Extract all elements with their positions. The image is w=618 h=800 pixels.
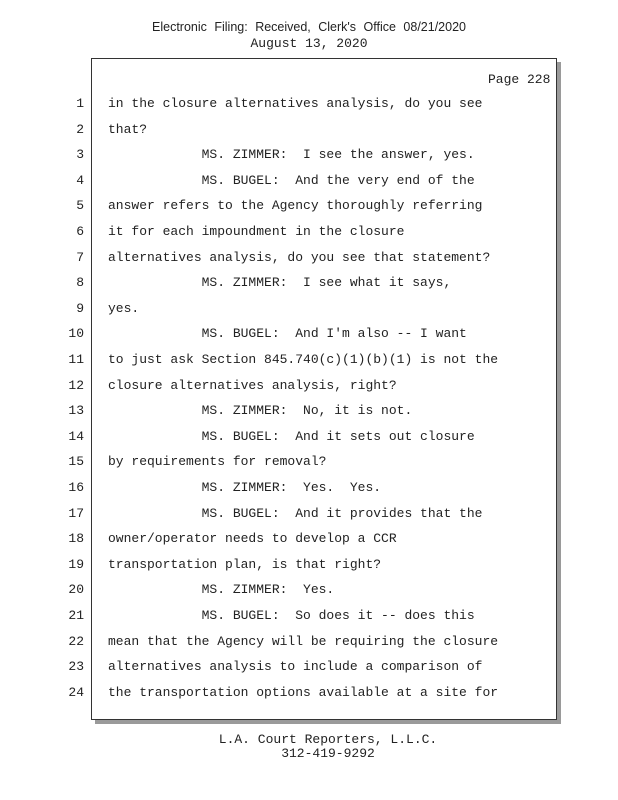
line-text: mean that the Agency will be requiring the closure (108, 633, 499, 649)
line-number: 16 (68, 480, 84, 495)
line-text: MS. BUGEL: And I'm also -- I want (108, 326, 467, 342)
line-text: by requirements for removal? (108, 454, 327, 470)
transcript-line (0, 250, 560, 268)
transcript-line (0, 454, 560, 472)
line-text: that? (108, 121, 148, 137)
line-text: to just ask Section 845.740(c)(1)(b)(1) is not the (108, 352, 499, 367)
transcript-line (0, 403, 560, 421)
line-number: 2 (76, 121, 84, 137)
line-text: MS. ZIMMER: I see what it says, (108, 275, 452, 291)
transcript-line (0, 480, 560, 498)
line-text: MS. BUGEL: So does it -- does this (108, 608, 475, 623)
line-number: 11 (68, 352, 84, 367)
transcript-line (0, 122, 560, 140)
line-text: yes. (108, 300, 140, 316)
page-number: Page 228 (488, 72, 551, 87)
transcript-line (0, 301, 560, 319)
transcript-line (0, 634, 560, 652)
transcript-line (0, 531, 560, 549)
line-number: 22 (68, 633, 84, 649)
line-text: answer refers to the Agency thoroughly referring (108, 198, 483, 214)
line-number: 13 (68, 403, 84, 419)
line-number: 17 (68, 505, 84, 521)
line-number: 12 (68, 377, 84, 393)
line-number: 4 (76, 172, 84, 188)
transcript-line (0, 557, 560, 575)
line-number: 14 (68, 428, 84, 444)
line-number: 21 (68, 608, 84, 623)
line-text: MS. BUGEL: And the very end of the (108, 172, 475, 188)
line-text: owner/operator needs to develop a CCR (108, 531, 397, 547)
line-number: 8 (76, 275, 84, 291)
line-number: 23 (68, 659, 84, 675)
line-text: MS. ZIMMER: No, it is not. (108, 403, 413, 419)
line-number: 3 (76, 147, 84, 163)
line-number: 24 (68, 684, 84, 700)
line-number: 15 (68, 454, 84, 470)
line-text: it for each impoundment in the closure (108, 224, 405, 239)
transcript-line (0, 275, 560, 293)
transcript-line (0, 506, 560, 524)
reporter-phone: 312-419-9292 (281, 746, 375, 761)
line-number: 10 (68, 326, 84, 342)
transcript-line (0, 608, 560, 626)
line-text: transportation plan, is that right? (108, 556, 382, 572)
line-number: 9 (76, 300, 84, 316)
transcript-line (0, 659, 560, 677)
line-number: 20 (68, 582, 84, 598)
transcript-line (0, 173, 560, 191)
line-text: closure alternatives analysis, right? (108, 377, 397, 393)
line-number: 7 (76, 249, 84, 265)
line-text: MS. ZIMMER: I see the answer, yes. (108, 147, 475, 163)
transcript-line (0, 224, 560, 242)
transcript-date: August 13, 2020 (250, 36, 368, 51)
line-text: the transportation options available at a site for (108, 684, 499, 700)
reporter-name: L.A. Court Reporters, L.L.C. (218, 732, 438, 747)
transcript-line (0, 96, 560, 114)
transcript-line (0, 352, 560, 370)
line-text: MS. BUGEL: And it sets out closure (108, 428, 475, 444)
transcript-line (0, 378, 560, 396)
transcript-line (0, 685, 560, 703)
transcript-line (0, 326, 560, 344)
line-text: alternatives analysis, do you see that statement? (108, 249, 491, 265)
line-number: 19 (68, 556, 84, 572)
line-number: 5 (76, 198, 84, 214)
line-text: MS. ZIMMER: Yes. Yes. (108, 480, 382, 495)
line-text: alternatives analysis to include a comparison of (108, 659, 483, 675)
transcript-line (0, 429, 560, 447)
line-number: 18 (68, 531, 84, 547)
line-number: 6 (76, 224, 84, 239)
line-text: MS. ZIMMER: Yes. (108, 582, 335, 598)
transcript-line (0, 147, 560, 165)
line-text: in the closure alternatives analysis, do you see (108, 96, 483, 111)
transcript-line (0, 198, 560, 216)
transcript-line (0, 582, 560, 600)
line-number: 1 (76, 96, 84, 111)
line-text: MS. BUGEL: And it provides that the (108, 505, 483, 521)
filing-stamp: Electronic Filing: Received, Clerk's Office 08/21/2020 (152, 20, 466, 34)
